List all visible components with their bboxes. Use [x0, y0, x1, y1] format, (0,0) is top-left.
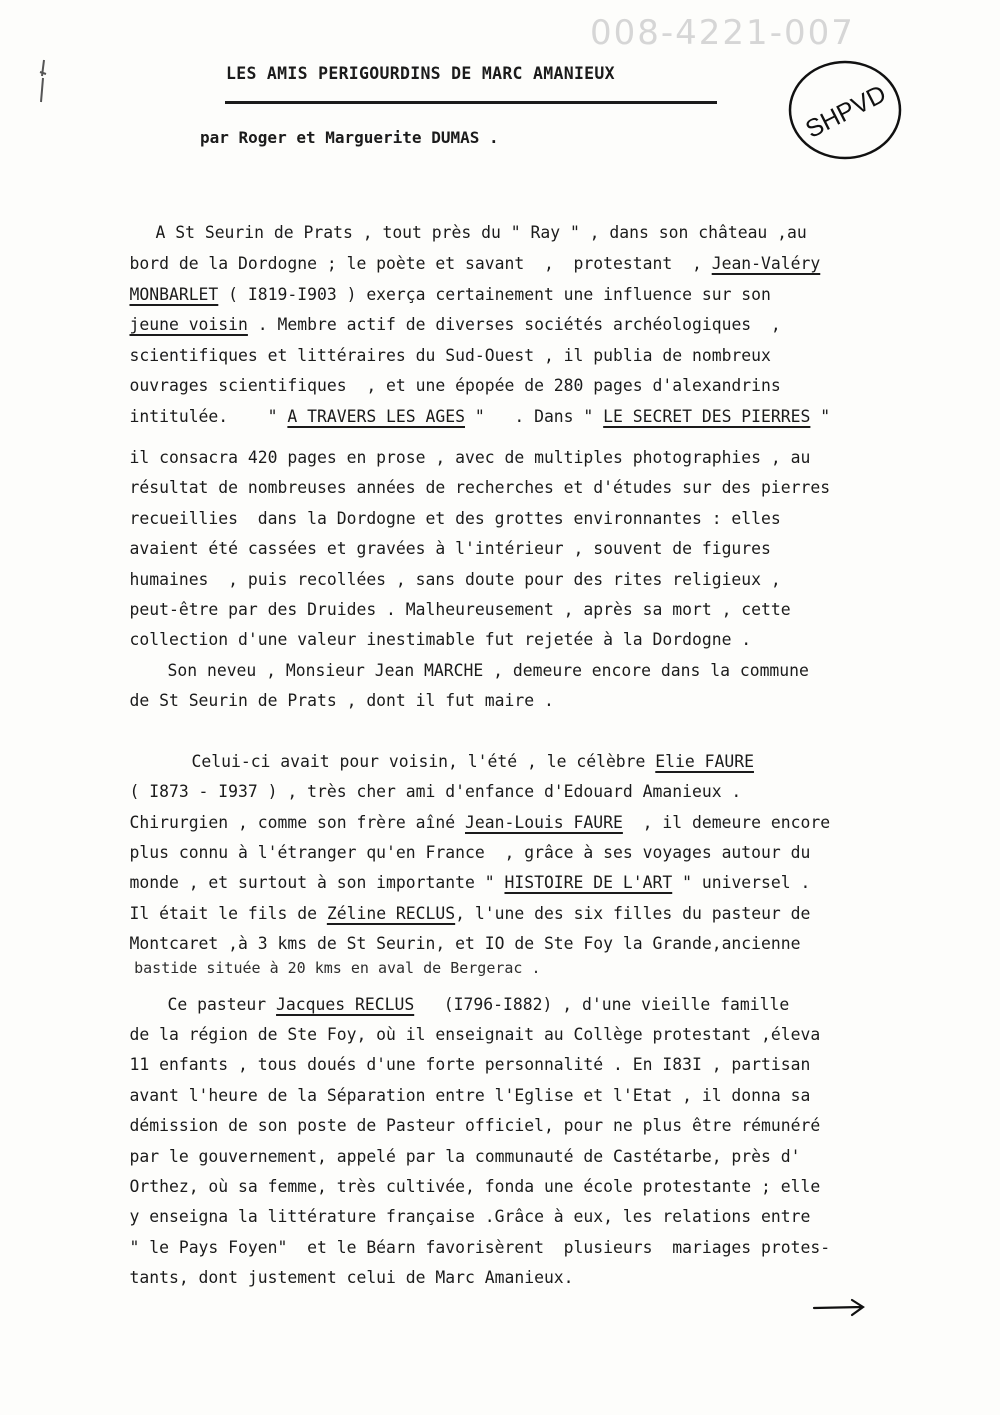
- text-run: résultat de nombreuses années de recherches et d'études sur des pierres: [129, 478, 831, 497]
- body-line: [116, 200, 807, 242]
- text-run: bord de la Dordogne ; le poète et savant , protestant ,: [129, 254, 712, 273]
- text-run: monde , et surtout à son importante ": [129, 873, 505, 892]
- text-run: Celui-ci avait pour voisin, l'été , le célèbre: [191, 752, 656, 771]
- underlined-title: HISTOIRE DE L'ART: [504, 873, 673, 892]
- text-run: , l'une des six filles du pasteur de: [455, 904, 811, 923]
- text-run: humaines , puis recollées , sans doute pour des rites religieux ,: [129, 570, 781, 589]
- text-run: Chirurgien , comme son frère aîné: [129, 813, 465, 832]
- text-run: ouvrages scientifiques , et une épopée de 280 pages d'alexandrins: [129, 376, 781, 395]
- text-run: démission de son poste de Pasteur officiel, pour ne plus être rémunéré: [129, 1116, 821, 1135]
- text-run: tants, dont justement celui de Marc Amanieux.: [129, 1268, 574, 1287]
- body-line: [90, 911, 801, 953]
- body-line: [90, 353, 781, 395]
- underlined-name: Jacques RECLUS: [276, 995, 415, 1014]
- text-run: avant l'heure de la Séparation entre l'Eglise et l'Etat , il donna sa: [129, 1086, 811, 1105]
- text-run: A St Seurin de Prats , tout près du " Ray " , dans son château ,au: [155, 223, 807, 242]
- text-run: il consacra 420 pages en prose , avec de multiples photographies , au: [129, 448, 811, 467]
- margin-tick-icon: [34, 58, 52, 104]
- underlined-name: Jean-Valéry: [711, 254, 821, 273]
- body-line: [90, 577, 791, 619]
- text-run: y enseigna la littérature française .Grâce à eux, les relations entre: [129, 1207, 811, 1226]
- body-line: [90, 1154, 821, 1196]
- text-run: . Membre actif de diverses sociétés archéologiques ,: [247, 315, 781, 334]
- body-line: [90, 820, 811, 862]
- body-line: [90, 1093, 821, 1135]
- text-run: scientifiques et littéraires du Sud-Ouest , il publia de nombreux: [129, 346, 771, 365]
- text-run: peut-être par des Druides . Malheureusement , après sa mort , cette: [129, 600, 791, 619]
- body-line: [90, 1245, 574, 1287]
- body-line: [90, 1215, 831, 1257]
- body-line: [90, 384, 831, 426]
- text-run: " . Dans ": [465, 407, 604, 426]
- body-line: [90, 455, 831, 497]
- underlined-name: Zéline RECLUS: [326, 904, 456, 923]
- body-line: [152, 729, 754, 771]
- body-line: [90, 850, 811, 892]
- text-run: ": [810, 407, 831, 426]
- title-underline: [225, 101, 717, 104]
- text-run: de St Seurin de Prats , dont il fut maire .: [129, 691, 554, 710]
- text-run: Montcaret ,à 3 kms de St Seurin, et IO de Ste Foy la Grande,ancienne: [129, 934, 801, 953]
- body-line: [128, 638, 809, 680]
- body-line: [128, 972, 790, 1014]
- text-run: bastide située à 20 kms en aval de Bergerac .: [134, 959, 541, 977]
- body-line: [90, 292, 781, 334]
- underlined-title: A TRAVERS LES AGES: [287, 407, 465, 426]
- text-run: Orthez, où sa femme, très cultivée, fonda une école protestante ; elle: [129, 1177, 821, 1196]
- body-line: [90, 486, 781, 528]
- document-byline: par Roger et Marguerite DUMAS .: [200, 128, 499, 147]
- text-run: intitulée. ": [129, 407, 288, 426]
- text-run: Ce pasteur: [167, 995, 277, 1014]
- text-run: plus connu à l'étranger qu'en France , grâce à ses voyages autour du: [129, 843, 811, 862]
- body-line: [90, 262, 771, 304]
- body-line: [90, 231, 821, 273]
- text-run: Son neveu , Monsieur Jean MARCHE , demeure encore dans la commune: [167, 661, 809, 680]
- text-run: (I796-I882) , d'une vieille famille: [414, 995, 790, 1014]
- text-run: collection d'une valeur inestimable fut rejetée à la Dordogne .: [129, 630, 752, 649]
- body-line: [90, 1124, 801, 1166]
- underlined-name: MONBARLET: [129, 285, 219, 304]
- body-line: [90, 1184, 811, 1226]
- body-line: [90, 881, 811, 923]
- shpvd-stamp: [786, 58, 904, 162]
- text-run: 11 enfants , tous doués d'une forte personnalité . En I83I , partisan: [129, 1055, 811, 1074]
- text-run: Il était le fils de: [129, 904, 327, 923]
- underlined-name: jeune voisin: [129, 315, 248, 334]
- body-line: [90, 1002, 821, 1044]
- text-run: ( I873 - I937 ) , très cher ami d'enfance d'Edouard Amanieux .: [129, 782, 742, 801]
- body-line: [90, 607, 752, 649]
- text-run: " universel .: [672, 873, 811, 892]
- body-line: [98, 935, 541, 977]
- underlined-title: LE SECRET DES PIERRES: [603, 407, 811, 426]
- body-line: [90, 790, 831, 832]
- text-run: avaient été cassées et gravées à l'intérieur , souvent de figures: [129, 539, 771, 558]
- text-run: , il demeure encore: [622, 813, 831, 832]
- body-line: [90, 547, 781, 589]
- body-line: [90, 1032, 811, 1074]
- body-line: [90, 516, 771, 558]
- body-line: [90, 759, 742, 801]
- text-run: recueillies dans la Dordogne et des grottes environnantes : elles: [129, 509, 781, 528]
- stamp-label: SHPVD: [801, 79, 891, 144]
- body-line: [90, 323, 771, 365]
- underlined-name: Elie FAURE: [655, 752, 754, 771]
- continue-arrow-icon: [812, 1296, 866, 1320]
- underlined-name: Jean-Louis FAURE: [465, 813, 623, 832]
- text-run: par le gouvernement, appelé par la communauté de Castétarbe, près d': [129, 1147, 801, 1166]
- body-line: [90, 425, 811, 467]
- text-run: de la région de Ste Foy, où il enseignait au Collège protestant ,éleva: [129, 1025, 821, 1044]
- document-title: LES AMIS PERIGOURDINS DE MARC AMANIEUX: [226, 64, 615, 83]
- text-run: ( I819-I903 ) exerça certainement une influence sur son: [218, 285, 771, 304]
- archive-reference: 008-4221-007: [590, 13, 855, 53]
- body-line: [90, 668, 554, 710]
- text-run: " le Pays Foyen" et le Béarn favorisèrent plusieurs mariages protes-: [129, 1238, 831, 1257]
- body-line: [90, 1063, 811, 1105]
